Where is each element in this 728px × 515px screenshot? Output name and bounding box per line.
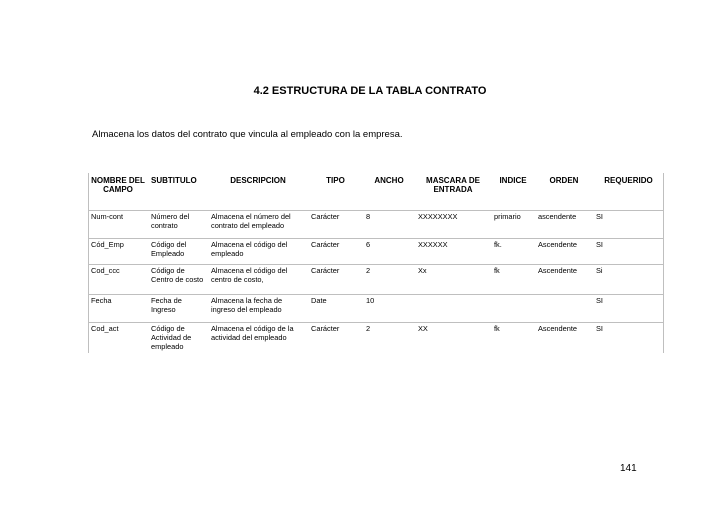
table-cell: Fecha	[88, 294, 148, 322]
table-cell	[415, 294, 491, 322]
table-cell: fk	[491, 264, 535, 294]
table-cell	[491, 294, 535, 322]
table-cell: fk	[494, 323, 500, 333]
page-title: 4.2 ESTRUCTURA DE LA TABLA CONTRATO	[253, 85, 487, 97]
table-cell: SI	[593, 210, 664, 238]
table-row	[88, 210, 664, 238]
table-cell: Fecha de Ingreso	[148, 294, 208, 322]
table-cell: ascendente	[535, 210, 593, 238]
table-cell: 8	[363, 210, 415, 238]
header-cell: ORDEN	[535, 173, 593, 210]
table-cell: SI	[596, 323, 603, 333]
table-cell: 2	[366, 323, 371, 333]
table-cell: Almacena el código de la actividad del empleado	[211, 323, 294, 342]
table-cell: primario	[491, 210, 535, 238]
table-cell: Si	[593, 264, 664, 294]
table-row	[88, 294, 664, 322]
table-cell: fk.	[491, 238, 535, 264]
table-cell: 10	[363, 294, 415, 322]
header-cell: REQUERIDO	[593, 173, 664, 210]
header-cell: DESCRIPCION	[208, 173, 308, 210]
table-cell: Almacena el código del centro de costo,	[208, 264, 308, 294]
table-cell: Carácter	[308, 264, 363, 294]
header-cell: SUBTITULO	[148, 173, 208, 210]
table-cell: Carácter	[308, 238, 363, 264]
table-cell: Almacena la fecha de ingreso del empleado	[208, 294, 308, 322]
table-cell: 2	[363, 264, 415, 294]
table-cell: XXXXXX	[415, 238, 491, 264]
table-cell: Código del Empleado	[148, 238, 208, 264]
table-cell: XXXXXXXX	[415, 210, 491, 238]
header-cell: INDICE	[491, 173, 535, 210]
table-cell: Carácter	[308, 210, 363, 238]
table-cell: Num-cont	[88, 210, 148, 238]
table-cell: Cód_Emp	[88, 238, 148, 264]
table-cell: Date	[308, 294, 363, 322]
header-cell: MASCARA DE ENTRADA	[415, 173, 491, 210]
header-cell: TIPO	[308, 173, 363, 210]
table-cell: Cod_act	[91, 323, 119, 333]
table-cell: SI	[593, 294, 664, 322]
table-cell	[535, 294, 593, 322]
page-number: 141	[620, 463, 637, 474]
table-cell: Ascendente	[538, 323, 578, 333]
table-cell: SI	[593, 238, 664, 264]
table-cell: 6	[363, 238, 415, 264]
table-row	[88, 264, 664, 294]
table-cell: Almacena el código del empleado	[208, 238, 308, 264]
table-cell: Almacena el número del contrato del empleado	[208, 210, 308, 238]
intro-paragraph: Almacena los datos del contrato que vincula al empleado con la empresa.	[92, 129, 403, 140]
table-cell: Xx	[415, 264, 491, 294]
contrato-structure-table	[88, 173, 664, 353]
table-cell: Código de Actividad de empleado	[151, 323, 192, 351]
table-cell: Ascendente	[535, 264, 593, 294]
header-cell: NOMBRE DEL CAMPO	[88, 173, 148, 210]
header-cell: ANCHO	[363, 173, 415, 210]
table-cell: Número del contrato	[148, 210, 208, 238]
table-row	[88, 238, 664, 264]
table-row	[88, 322, 664, 353]
table-cell: Cod_ccc	[88, 264, 148, 294]
table-cell: XX	[418, 323, 428, 333]
table-cell: Carácter	[311, 323, 340, 333]
table-header-row	[88, 173, 664, 210]
table-cell: Código de Centro de costo	[148, 264, 208, 294]
table-cell: Ascendente	[535, 238, 593, 264]
